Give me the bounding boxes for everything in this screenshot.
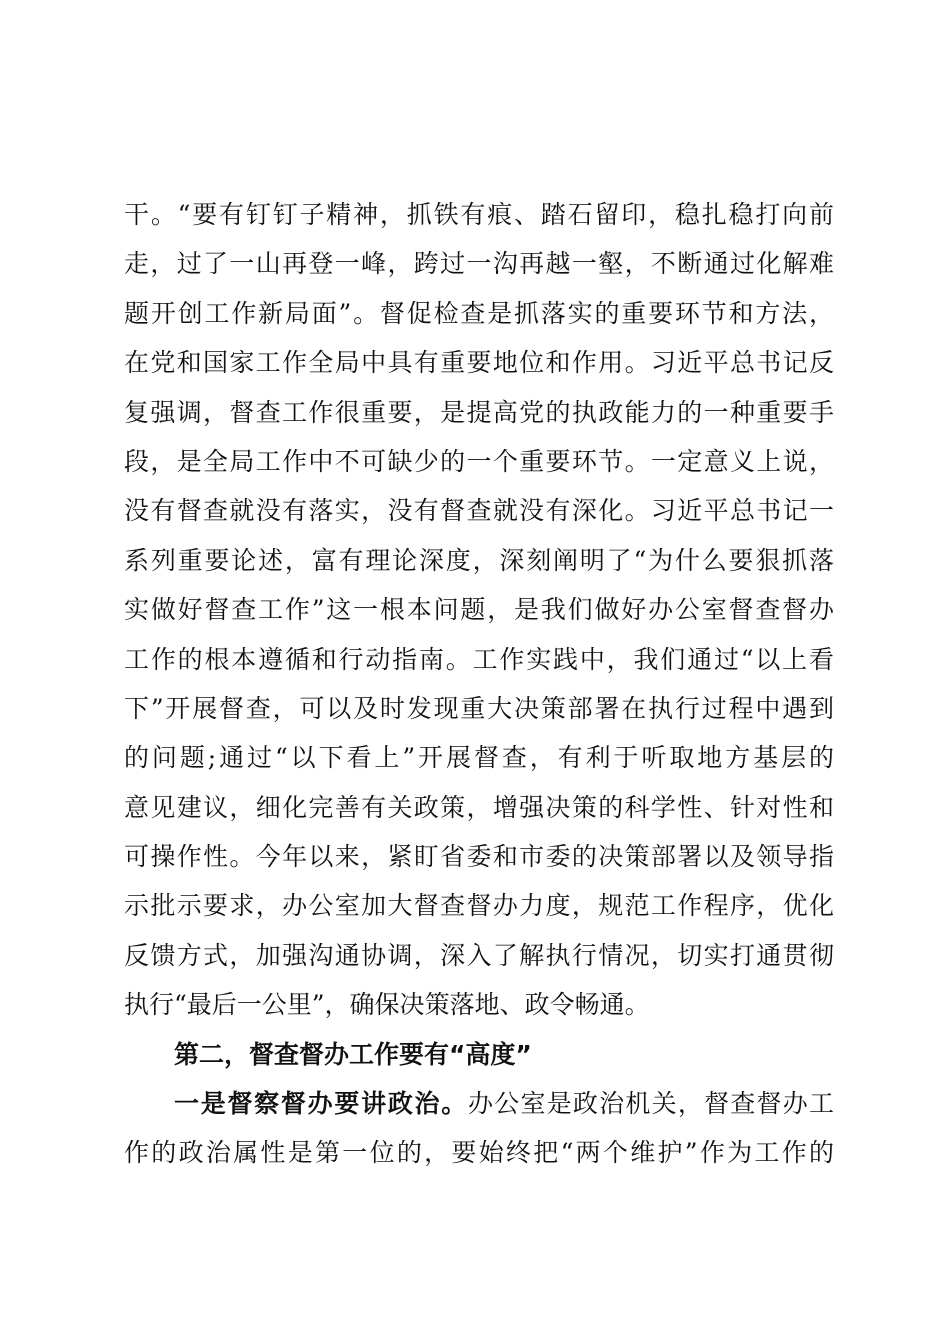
text-line: 下”开展督查，可以及时发现重大决策部署在执行过程中遇到 [124, 693, 834, 723]
text-line: 干。“要有钉钉子精神，抓铁有痕、踏石留印，稳扎稳打向前 [124, 200, 834, 229]
text-line: 执行“最后一公里”，确保决策落地、政令畅通。 [124, 990, 650, 1020]
text-line: 的问题;通过“以下看上”开展督查，有利于听取地方基层的 [124, 743, 834, 773]
paragraph-text: 办公室是政治机关，督查督办工 [468, 1089, 834, 1119]
text-line: 意见建议，细化完善有关政策，增强决策的科学性、针对性和 [124, 792, 834, 822]
paragraph-supervision-importance [124, 190, 834, 1030]
text-line: 可操作性。今年以来，紧盯省委和市委的决策部署以及领导指 [124, 842, 834, 872]
text-line: 系列重要论述，富有理论深度，深刻阐明了“为什么要狠抓落 [124, 545, 834, 575]
text-line: 示批示要求，办公室加大督查督办力度，规范工作程序，优化 [124, 891, 834, 921]
text-line: 工作的根本遵循和行动指南。工作实践中，我们通过“以上看 [124, 644, 834, 674]
text-line: 在党和国家工作全局中具有重要地位和作用。习近平总书记反 [124, 348, 834, 378]
text-line: 实做好督查工作”这一根本问题，是我们做好办公室督查督办 [124, 595, 834, 625]
text-line: 反馈方式，加强沟通协调，深入了解执行情况，切实打通贯彻 [124, 940, 834, 970]
paragraph-political-supervision [124, 1079, 834, 1178]
text-line: 走，过了一山再登一峰，跨过一沟再越一壑，不断通过化解难 [124, 249, 834, 279]
text-line: 作的政治属性是第一位的，要始终把“两个维护”作为工作的 [124, 1138, 834, 1168]
section-heading: 第二，督查督办工作要有“高度” [174, 1039, 532, 1069]
text-line: 段，是全局工作中不可缺少的一个重要环节。一定意义上说， [124, 446, 834, 476]
paragraph-lead: 一是督察督办要讲政治。 [174, 1089, 469, 1119]
text-line: 没有督查就没有落实，没有督查就没有深化。习近平总书记一 [124, 496, 834, 526]
text-line: 题开创工作新局面”。督促检查是抓落实的重要环节和方法， [124, 298, 834, 328]
document-body [124, 190, 834, 1178]
text-line [124, 1079, 834, 1128]
text-line: 复强调，督查工作很重要，是提高党的执政能力的一种重要手 [124, 397, 834, 427]
